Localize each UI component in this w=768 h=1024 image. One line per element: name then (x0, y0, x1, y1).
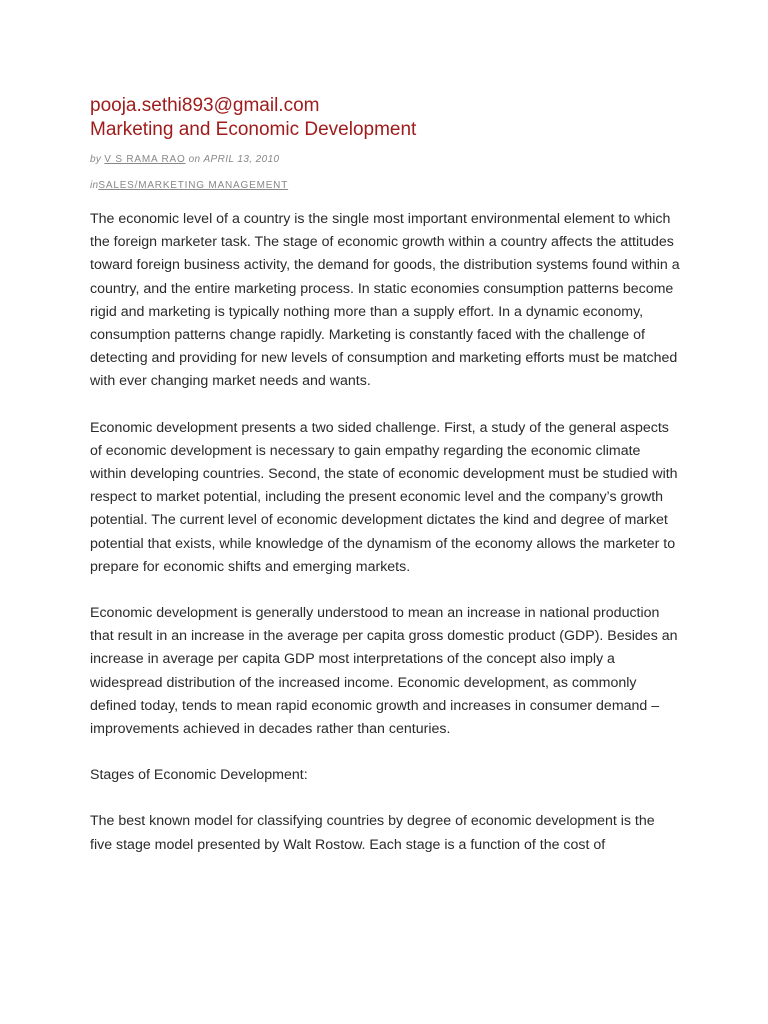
in-label: in (90, 180, 99, 191)
paragraph: The best known model for classifying countries by degree of economic development is the five stage model presented by Walt Rostow. Each stage is a function of the cost of (90, 813, 655, 853)
paragraph: The economic level of a country is the single most important environmental element to which the foreign marketer task. The stage of economic growth within a country affects the attitudes toward foreign business activity, the demand for goods, the distribution systems found within a country, and the entire marketing process. In static economies consumption patterns become rigid and marketing is typically nothing more than a supply effort. In a dynamic economy, consumption patterns change rapidly. Marketing is constantly faced with the challenge of detecting and providing for new levels of consumption and marketing efforts must be matched with ever changing market needs and wants. (90, 211, 680, 390)
article-title: Marketing and Economic Development (90, 119, 417, 140)
section-heading: Stages of Economic Development: (90, 767, 308, 784)
paragraph: Economic development is generally understood to mean an increase in national production that result in an increase in the average per capita gross domestic product (GDP). Besides an increase in average per capita GDP most interpretations of the concept also imply a widespread distribution of the increased income. Economic development, as commonly defined today, tends to mean rapid economic growth and increases in consumer demand – improvements achieved in decades rather than centuries. (90, 605, 678, 738)
paragraph: Economic development presents a two sided challenge. First, a study of the general aspects of economic development is necessary to gain empathy regarding the economic climate within developing countries. Second, the state of economic development must be studied with respect to market potential, including the present economic level and the company’s growth potential. The current level of economic development dictates the kind and degree of market potential that exists, while knowledge of the dynamism of the economy allows the marketer to prepare for economic shifts and emerging markets. (90, 419, 678, 575)
author-email: pooja.sethi893@gmail.com (90, 95, 320, 116)
author-link[interactable]: V S RAMA RAO (104, 154, 186, 165)
on-label: on (188, 154, 201, 165)
by-label: by (90, 154, 102, 165)
post-date: APRIL 13, 2010 (203, 154, 280, 165)
byline (90, 153, 680, 167)
category-link[interactable]: SALES/MARKETING MANAGEMENT (98, 180, 289, 191)
category-line (90, 179, 680, 193)
article (90, 94, 680, 880)
